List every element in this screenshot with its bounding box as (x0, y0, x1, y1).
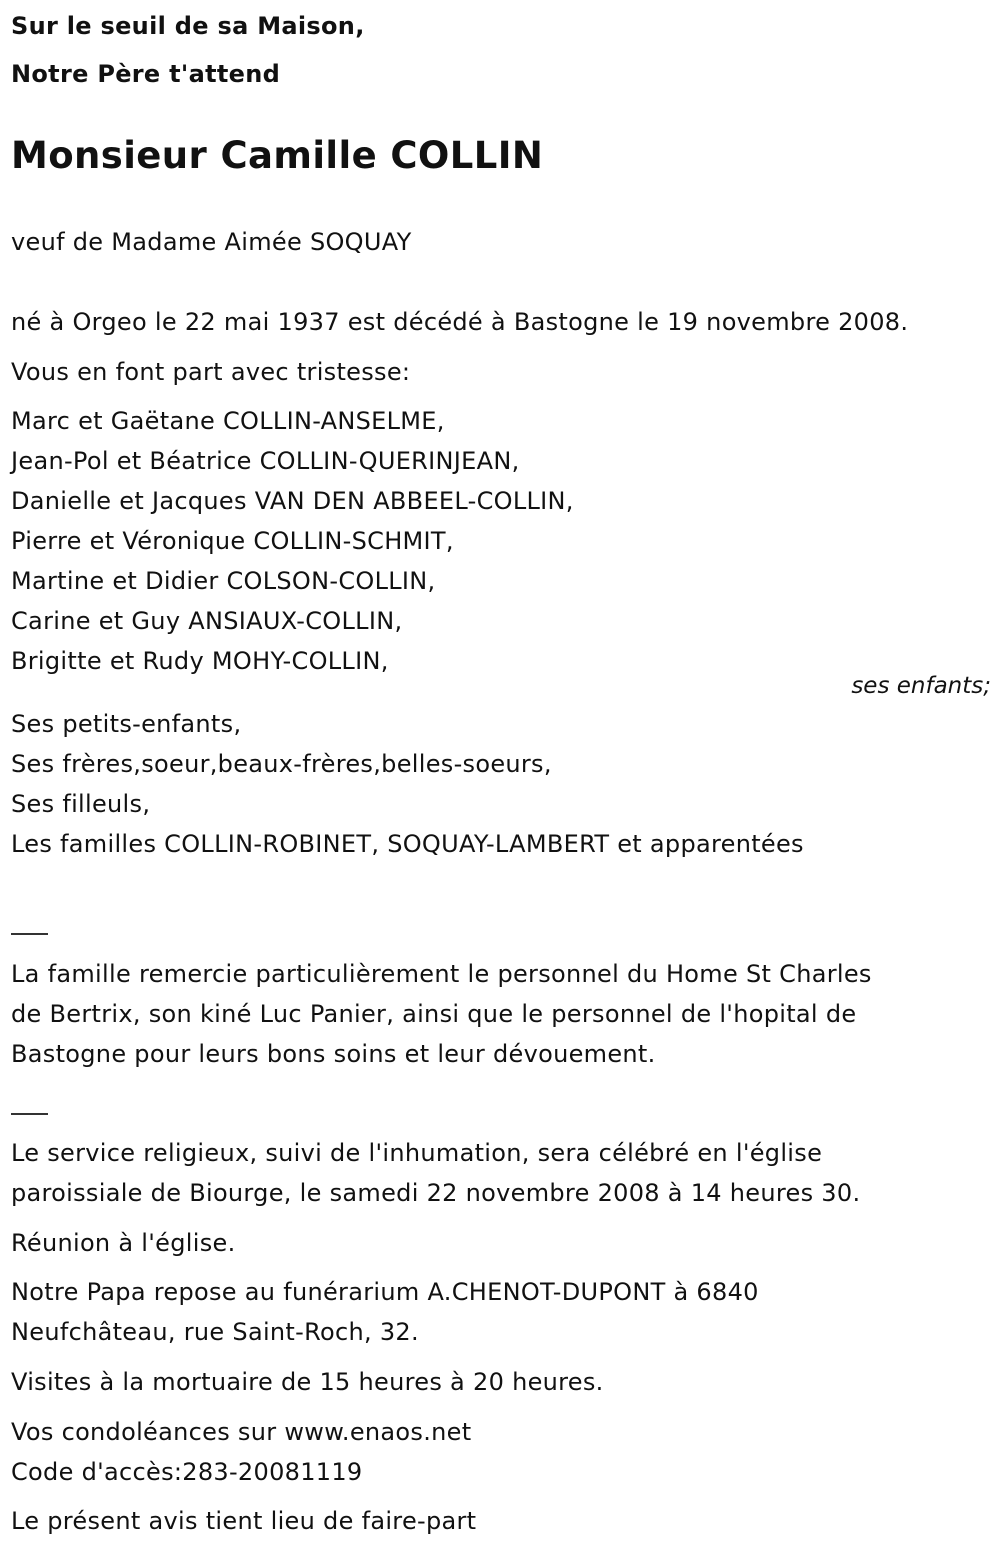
thanks-line: Bastogne pour leurs bons soins et leur dévouement. (11, 1040, 656, 1068)
repose-line: Neufchâteau, rue Saint-Roch, 32. (11, 1318, 419, 1346)
meeting-line: Réunion à l'église. (11, 1229, 236, 1257)
child-entry: Carine et Guy ANSIAUX-COLLIN, (11, 607, 403, 635)
child-entry: Danielle et Jacques VAN DEN ABBEEL-COLLIN, (11, 487, 574, 515)
relative-entry: Les familles COLLIN-ROBINET, SOQUAY-LAMBERT et apparentées (11, 830, 804, 858)
child-entry: Brigitte et Rudy MOHY-COLLIN, (11, 647, 389, 675)
child-entry: Martine et Didier COLSON-COLLIN, (11, 567, 436, 595)
thanks-line: La famille remercie particulièrement le personnel du Home St Charles (11, 960, 872, 988)
closing-line: Le présent avis tient lieu de faire-part (11, 1507, 477, 1535)
spouse-line: veuf de Madame Aimée SOQUAY (11, 228, 412, 256)
thanks-line: de Bertrix, son kiné Luc Panier, ainsi que le personnel de l'hopital de (11, 1000, 857, 1028)
condolences-line: Vos condoléances sur www.enaos.net (11, 1418, 472, 1446)
relative-entry: Ses petits-enfants, (11, 710, 242, 738)
children-label: ses enfants; (851, 673, 991, 699)
motto-line-1: Sur le seuil de sa Maison, (11, 12, 365, 40)
separator-rule (11, 1113, 48, 1115)
service-line: paroissiale de Biourge, le samedi 22 novembre 2008 à 14 heures 30. (11, 1179, 861, 1207)
access-code-line: Code d'accès:283-20081119 (11, 1458, 363, 1486)
service-line: Le service religieux, suivi de l'inhumation, sera célébré en l'église (11, 1139, 823, 1167)
visits-line: Visites à la mortuaire de 15 heures à 20 heures. (11, 1368, 604, 1396)
child-entry: Pierre et Véronique COLLIN-SCHMIT, (11, 527, 454, 555)
announcement-intro: Vous en font part avec tristesse: (11, 358, 411, 386)
repose-line: Notre Papa repose au funérarium A.CHENOT-DUPONT à 6840 (11, 1278, 759, 1306)
deceased-name: Monsieur Camille COLLIN (11, 134, 544, 177)
relative-entry: Ses frères,soeur,beaux-frères,belles-soeurs, (11, 750, 552, 778)
child-entry: Marc et Gaëtane COLLIN-ANSELME, (11, 407, 445, 435)
relative-entry: Ses filleuls, (11, 790, 151, 818)
separator-rule (11, 933, 48, 935)
birth-death-line: né à Orgeo le 22 mai 1937 est décédé à Bastogne le 19 novembre 2008. (11, 308, 909, 336)
motto-line-2: Notre Père t'attend (11, 60, 281, 88)
child-entry: Jean-Pol et Béatrice COLLIN-QUERINJEAN, (11, 447, 520, 475)
